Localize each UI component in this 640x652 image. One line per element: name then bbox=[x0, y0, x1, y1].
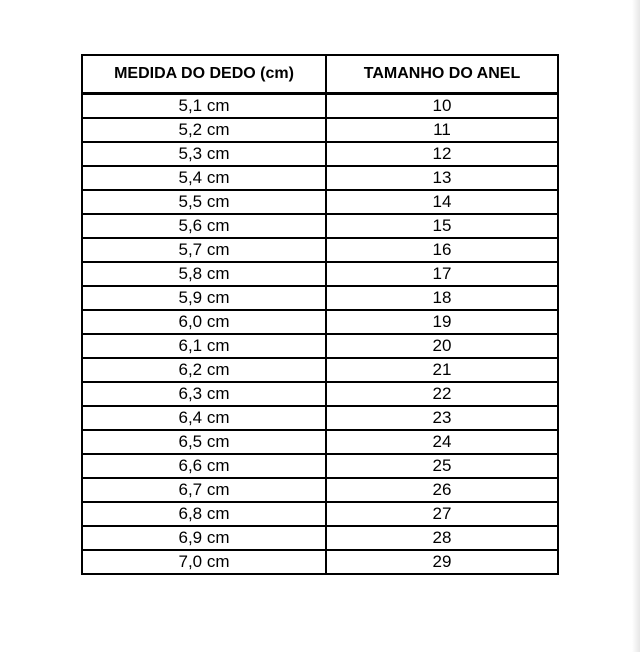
ring-size-cell: 13 bbox=[326, 166, 558, 190]
finger-measurement-cell: 6,1 cm bbox=[82, 334, 326, 358]
table-row bbox=[82, 238, 558, 262]
page-edge-shadow bbox=[632, 0, 640, 652]
table-row bbox=[82, 478, 558, 502]
ring-size-cell: 19 bbox=[326, 310, 558, 334]
table-row bbox=[82, 166, 558, 190]
table-row bbox=[82, 142, 558, 166]
table-row bbox=[82, 526, 558, 550]
table-row bbox=[82, 262, 558, 286]
ring-size-cell: 17 bbox=[326, 262, 558, 286]
ring-size-cell: 12 bbox=[326, 142, 558, 166]
finger-measurement-cell: 6,9 cm bbox=[82, 526, 326, 550]
ring-size-cell: 22 bbox=[326, 382, 558, 406]
ring-size-cell: 15 bbox=[326, 214, 558, 238]
finger-measurement-cell: 6,7 cm bbox=[82, 478, 326, 502]
finger-measurement-cell: 5,1 cm bbox=[82, 94, 326, 119]
table-row bbox=[82, 334, 558, 358]
ring-size-cell: 23 bbox=[326, 406, 558, 430]
finger-measurement-cell: 6,6 cm bbox=[82, 454, 326, 478]
finger-measurement-cell: 6,2 cm bbox=[82, 358, 326, 382]
finger-measurement-cell: 6,4 cm bbox=[82, 406, 326, 430]
table-row bbox=[82, 502, 558, 526]
ring-size-cell: 26 bbox=[326, 478, 558, 502]
ring-size-cell: 16 bbox=[326, 238, 558, 262]
table-body bbox=[82, 94, 558, 575]
ring-size-cell: 20 bbox=[326, 334, 558, 358]
table-row bbox=[82, 190, 558, 214]
ring-size-cell: 14 bbox=[326, 190, 558, 214]
ring-size-cell: 11 bbox=[326, 118, 558, 142]
ring-size-cell: 25 bbox=[326, 454, 558, 478]
finger-measurement-cell: 5,9 cm bbox=[82, 286, 326, 310]
finger-measurement-cell: 5,4 cm bbox=[82, 166, 326, 190]
table-row bbox=[82, 550, 558, 574]
ring-size-cell: 24 bbox=[326, 430, 558, 454]
finger-measurement-cell: 7,0 cm bbox=[82, 550, 326, 574]
header-finger-measurement: MEDIDA DO DEDO (cm) bbox=[82, 55, 326, 94]
ring-size-cell: 29 bbox=[326, 550, 558, 574]
table-row bbox=[82, 430, 558, 454]
finger-measurement-cell: 5,7 cm bbox=[82, 238, 326, 262]
ring-size-cell: 27 bbox=[326, 502, 558, 526]
table-row bbox=[82, 94, 558, 119]
table-row bbox=[82, 286, 558, 310]
header-ring-size: TAMANHO DO ANEL bbox=[326, 55, 558, 94]
table-row bbox=[82, 214, 558, 238]
table-row bbox=[82, 382, 558, 406]
header-row bbox=[82, 55, 558, 94]
finger-measurement-cell: 5,6 cm bbox=[82, 214, 326, 238]
table-row bbox=[82, 118, 558, 142]
finger-measurement-cell: 6,3 cm bbox=[82, 382, 326, 406]
finger-measurement-cell: 6,8 cm bbox=[82, 502, 326, 526]
finger-measurement-cell: 6,0 cm bbox=[82, 310, 326, 334]
finger-measurement-cell: 5,2 cm bbox=[82, 118, 326, 142]
ring-size-cell: 18 bbox=[326, 286, 558, 310]
table-header bbox=[82, 55, 558, 94]
ring-size-cell: 10 bbox=[326, 94, 558, 119]
finger-measurement-cell: 6,5 cm bbox=[82, 430, 326, 454]
ring-size-cell: 21 bbox=[326, 358, 558, 382]
table-row bbox=[82, 358, 558, 382]
table-row bbox=[82, 406, 558, 430]
finger-measurement-cell: 5,3 cm bbox=[82, 142, 326, 166]
ring-size-cell: 28 bbox=[326, 526, 558, 550]
finger-measurement-cell: 5,5 cm bbox=[82, 190, 326, 214]
table-row bbox=[82, 310, 558, 334]
finger-measurement-cell: 5,8 cm bbox=[82, 262, 326, 286]
ring-size-table bbox=[81, 54, 559, 575]
table-row bbox=[82, 454, 558, 478]
